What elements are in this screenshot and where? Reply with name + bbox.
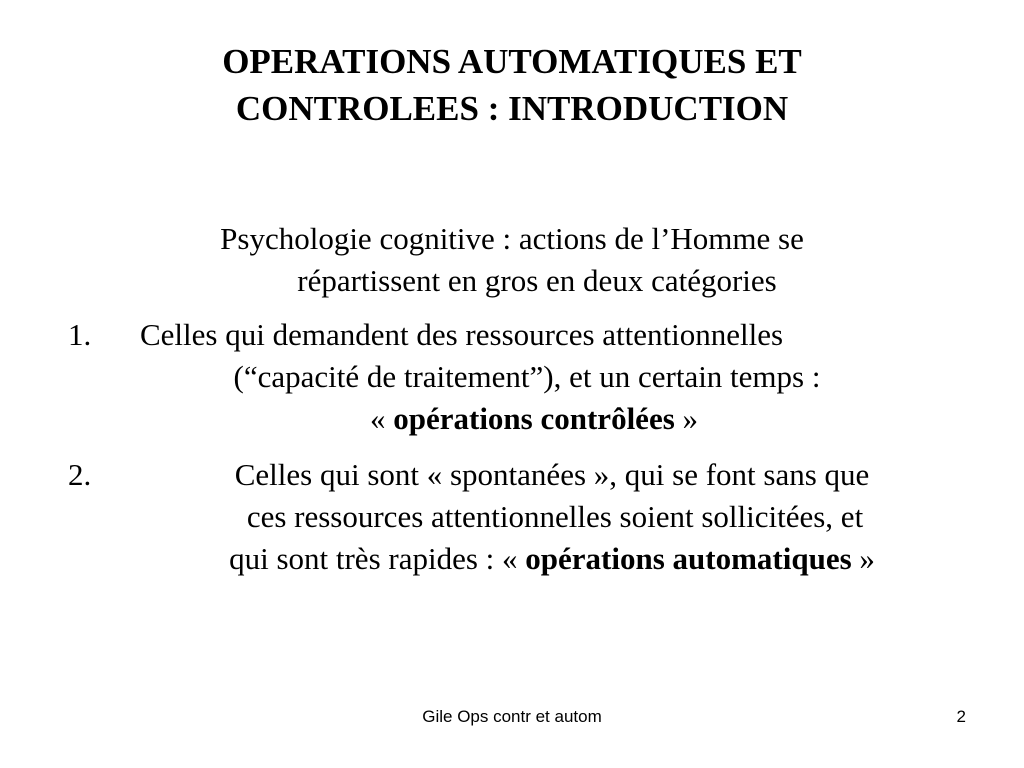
intro-paragraph <box>60 218 964 302</box>
title-line-1: OPERATIONS AUTOMATIQUES ET <box>222 42 802 81</box>
list-item-automatic <box>60 454 964 580</box>
footer-text: Gile Ops contr et autom <box>422 707 602 726</box>
list-item-line-1: Celles qui demandent des ressources attentionnelles <box>140 317 784 352</box>
list-item-line-3 <box>60 398 964 440</box>
close-guillemet: » <box>851 541 875 576</box>
line-prefix: qui sont très rapides : « <box>229 541 526 576</box>
slide-title <box>60 38 964 132</box>
title-line-2: CONTROLEES : INTRODUCTION <box>235 89 789 128</box>
term-automatic-operations: opérations automatiques <box>525 541 852 576</box>
list-item-line-2: (“capacité de traitement”), et un certain temps : <box>233 359 821 394</box>
intro-line-1: Psychologie cognitive : actions de l’Homme se <box>220 221 804 256</box>
term-controlled-operations: opérations contrôlées <box>393 401 675 436</box>
list-item-line-2: ces ressources attentionnelles soient sollicitées, et <box>246 499 864 534</box>
list-item-controlled <box>60 314 964 440</box>
list-number: 1. <box>68 317 92 352</box>
list-item-line-1: Celles qui sont « spontanées », qui se font sans que <box>234 457 870 492</box>
list-number: 2. <box>68 457 92 492</box>
intro-line-2: répartissent en gros en deux catégories <box>297 263 777 298</box>
list-item-line-3 <box>60 538 964 580</box>
page-number: 2 <box>956 707 966 726</box>
slide-body <box>60 218 964 594</box>
open-guillemet: « <box>369 401 394 436</box>
close-guillemet: » <box>674 401 699 436</box>
